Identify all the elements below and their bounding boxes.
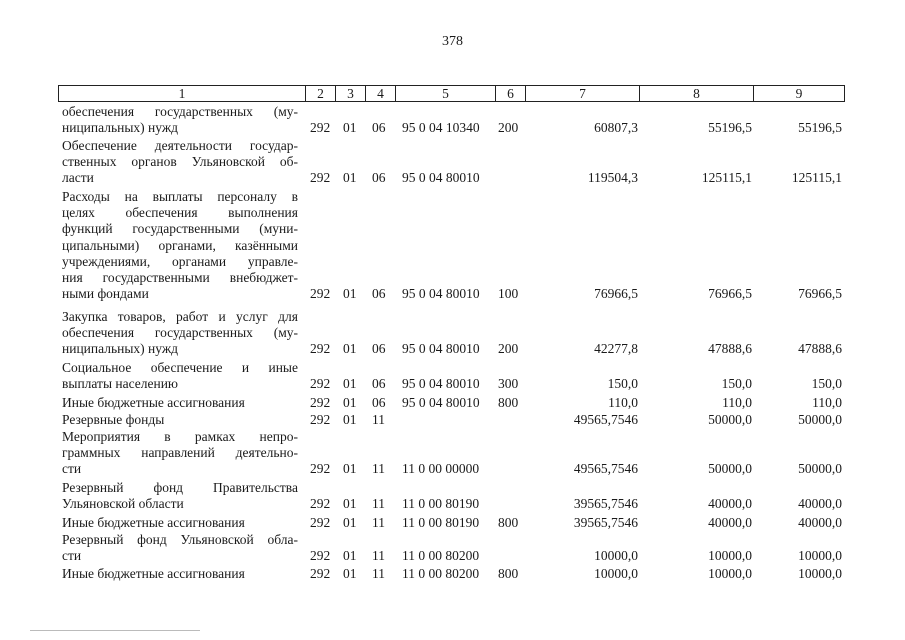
cell-c2: 292 [310, 286, 331, 302]
cell-c3: 01 [343, 515, 357, 530]
description-line: Резервный фонд Правительства [62, 480, 298, 495]
page-number: 378 [442, 34, 463, 49]
cell-c7: 150,0 [607, 376, 638, 392]
description-line: обеспечения государственных (му- [62, 325, 298, 341]
cell-c9: 40000,0 [798, 515, 842, 530]
cell-c7: 49565,7546 [573, 412, 638, 427]
cell-c2: 292 [310, 376, 331, 392]
description-line: Резервный фонд Ульяновской обла- [62, 532, 298, 547]
cell-c7: 110,0 [608, 395, 638, 410]
cell-c8: 10000,0 [708, 548, 752, 564]
cell-c7: 10000,0 [594, 548, 638, 564]
cell-c9: 10000,0 [798, 566, 842, 581]
cell-c6: 800 [498, 395, 519, 410]
cell-c2: 292 [310, 341, 331, 357]
cell-c9: 10000,0 [798, 548, 842, 564]
cell-c8: 40000,0 [708, 496, 752, 512]
cell-c6: 100 [498, 286, 519, 302]
cell-c4: 11 [372, 566, 385, 581]
cell-c9: 125115,1 [791, 170, 842, 186]
cell-c8: 50000,0 [708, 412, 752, 427]
description-line: Закупка товаров, работ и услуг для [62, 309, 298, 324]
description-line: обеспечения государственных (му- [62, 104, 298, 119]
cell-c5: 11 0 00 00000 [402, 461, 480, 477]
description-line: ниципальных) нужд [62, 120, 179, 136]
description-line: Обеспечение деятельности государ- [62, 138, 298, 153]
cell-c5: 11 0 00 80200 [402, 566, 480, 581]
cell-c2: 292 [310, 461, 331, 477]
row-description [62, 532, 298, 564]
cell-c7: 39565,7546 [573, 515, 638, 530]
cell-c7: 119504,3 [587, 170, 638, 186]
cell-c3: 01 [343, 286, 357, 302]
cell-c3: 01 [343, 496, 357, 512]
description-line: Мероприятия в рамках непро- [62, 429, 298, 444]
cell-c5: 11 0 00 80190 [402, 496, 480, 512]
row-description [62, 104, 298, 136]
header-col-2: 2 [306, 86, 336, 101]
cell-c5: 95 0 04 80010 [402, 341, 480, 357]
cell-c7: 49565,7546 [573, 461, 638, 477]
description-line: ласти [62, 170, 94, 186]
header-col-7: 7 [526, 86, 640, 101]
cell-c9: 50000,0 [798, 412, 842, 427]
header-col-6: 6 [496, 86, 526, 101]
cell-c3: 01 [343, 566, 357, 581]
cell-c3: 01 [343, 170, 357, 186]
row-description [62, 429, 298, 478]
cell-c2: 292 [310, 170, 331, 186]
description-line: функций государственными (муни- [62, 221, 298, 237]
cell-c4: 11 [372, 461, 385, 477]
cell-c8: 76966,5 [708, 286, 752, 302]
description-line: Иные бюджетные ассигнования [62, 566, 245, 581]
cell-c6: 800 [498, 566, 519, 581]
cell-c2: 292 [310, 395, 331, 410]
cell-c4: 06 [372, 286, 386, 302]
header-col-3: 3 [336, 86, 366, 101]
cell-c6: 200 [498, 341, 519, 357]
cell-c5: 11 0 00 80190 [402, 515, 480, 530]
cell-c5: 95 0 04 80010 [402, 376, 480, 392]
cell-c7: 39565,7546 [573, 496, 638, 512]
cell-c9: 150,0 [811, 376, 842, 392]
header-col-1: 1 [59, 86, 306, 101]
cell-c8: 50000,0 [708, 461, 752, 477]
description-line: ными фондами [62, 286, 149, 302]
cell-c8: 40000,0 [708, 515, 752, 530]
description-line: Социальное обеспечение и иные [62, 360, 298, 375]
description-line: учреждениями, органами управле- [62, 253, 298, 269]
cell-c9: 40000,0 [798, 496, 842, 512]
description-line: Резервные фонды [62, 412, 165, 427]
cell-c6: 300 [498, 376, 519, 392]
row-description [62, 138, 298, 187]
cell-c7: 76966,5 [594, 286, 638, 302]
cell-c4: 06 [372, 395, 386, 410]
row-description [62, 515, 298, 531]
cell-c8: 47888,6 [708, 341, 752, 357]
cell-c4: 06 [372, 341, 386, 357]
cell-c2: 292 [310, 566, 331, 581]
cell-c5: 95 0 04 10340 [402, 120, 480, 136]
row-description [62, 412, 298, 428]
description-line: Ульяновской области [62, 496, 184, 512]
cell-c6: 800 [498, 515, 519, 530]
cell-c7: 60807,3 [594, 120, 638, 136]
row-description [62, 309, 298, 358]
cell-c4: 06 [372, 170, 386, 186]
cell-c8: 110,0 [722, 395, 752, 410]
description-line: Расходы на выплаты персоналу в [62, 189, 298, 204]
cell-c8: 150,0 [721, 376, 752, 392]
scan-artifact [30, 630, 200, 631]
cell-c3: 01 [343, 395, 357, 410]
description-line: Иные бюджетные ассигнования [62, 515, 245, 530]
header-col-5: 5 [396, 86, 496, 101]
cell-c2: 292 [310, 515, 331, 530]
cell-c5: 95 0 04 80010 [402, 286, 480, 302]
description-line: целях обеспечения выполнения [62, 205, 298, 221]
cell-c2: 292 [310, 120, 331, 136]
row-description [62, 395, 298, 411]
cell-c9: 47888,6 [798, 341, 842, 357]
cell-c6: 200 [498, 120, 519, 136]
cell-c2: 292 [310, 496, 331, 512]
row-description [62, 566, 298, 582]
cell-c9: 55196,5 [798, 120, 842, 136]
cell-c4: 11 [372, 515, 385, 530]
description-line: ниципальных) нужд [62, 341, 179, 357]
header-col-9: 9 [795, 86, 803, 101]
cell-c3: 01 [343, 461, 357, 477]
cell-c4: 11 [372, 412, 385, 427]
cell-c2: 292 [310, 412, 331, 427]
row-description [62, 360, 298, 392]
cell-c2: 292 [310, 548, 331, 564]
cell-c8: 10000,0 [708, 566, 752, 581]
cell-c5: 11 0 00 80200 [402, 548, 480, 564]
header-col-8: 8 [640, 86, 754, 101]
header-col-4: 4 [366, 86, 396, 101]
description-line: ственных органов Ульяновской об- [62, 154, 298, 170]
cell-c3: 01 [343, 548, 357, 564]
description-line: сти [62, 461, 82, 477]
cell-c5: 95 0 04 80010 [402, 170, 480, 186]
cell-c3: 01 [343, 341, 357, 357]
cell-c8: 55196,5 [708, 120, 752, 136]
description-line: Иные бюджетные ассигнования [62, 395, 245, 410]
cell-c9: 50000,0 [798, 461, 842, 477]
description-line: ния государственными внебюджет- [62, 270, 298, 286]
description-line: ципальными) органами, казёнными [62, 237, 298, 253]
cell-c3: 01 [343, 376, 357, 392]
cell-c9: 76966,5 [798, 286, 842, 302]
cell-c3: 01 [343, 412, 357, 427]
cell-c3: 01 [343, 120, 357, 136]
cell-c4: 11 [372, 496, 385, 512]
description-line: сти [62, 548, 82, 564]
cell-c9: 110,0 [812, 395, 842, 410]
cell-c4: 06 [372, 376, 386, 392]
cell-c5: 95 0 04 80010 [402, 395, 480, 410]
row-description [62, 189, 298, 302]
row-description [62, 480, 298, 512]
description-line: граммных направлений деятельно- [62, 445, 298, 461]
cell-c7: 10000,0 [594, 566, 638, 581]
cell-c4: 06 [372, 120, 386, 136]
cell-c4: 11 [372, 548, 385, 564]
cell-c7: 42277,8 [594, 341, 638, 357]
cell-c8: 125115,1 [701, 170, 752, 186]
description-line: выплаты населению [62, 376, 179, 392]
